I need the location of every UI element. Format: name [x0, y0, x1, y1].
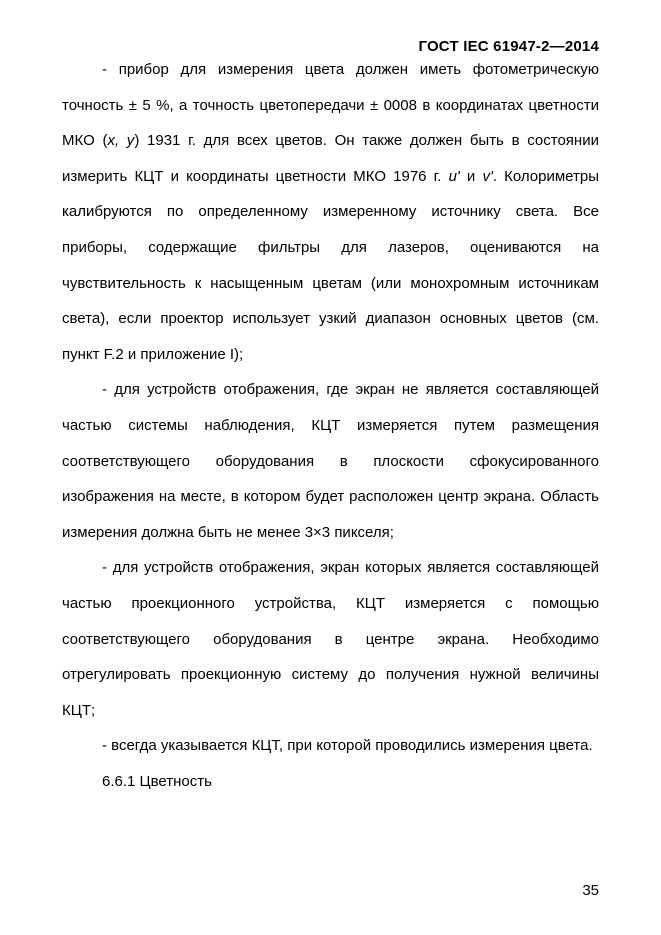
paragraph-text-part: ) 1931 г. для всех цветов. Он также должен быть в состоянии измерить КЦТ и координаты цветности МКО 1976 г.: [62, 132, 599, 185]
document-standard-header: ГОСТ IEC 61947-2—2014: [418, 38, 599, 55]
italic-coordinate-u: u': [448, 167, 460, 185]
paragraph-text-part: - прибор для измерения цвета должен иметь фотометрическую точность ± 5 %, а точность цветопередачи ± 0008 в координатах цветности МКО (: [62, 61, 599, 150]
paragraph-separate-screen: - для устройств отображения, где экран не является составляющей частью системы наблюдения, КЦТ измеряется путем размещения соответствующего оборудования в плоскости сфокусированного изображения на месте, в котором будет расположен центр экрана. Область измерения должна быть не менее 3×3 пикселя;: [62, 381, 599, 541]
paragraph-integrated-screen: - для устройств отображения, экран которых является составляющей частью проекционного устройства, КЦТ измеряется с помощью соответствующего оборудования в центре экрана. Необходимо отрегулировать проекционную систему до получения нужной величины КЦТ;: [62, 559, 599, 719]
paragraph-text-part: и: [459, 167, 483, 185]
paragraph-color-meter-requirements: [62, 52, 599, 372]
paragraph-text-part: . Колориметры калибруются по определенному измеренному источнику света. Все приборы, содержащие фильтры для лазеров, оцениваются на чувствительность к насыщенным цветам (или монохромным источникам света), если проектор использует узкий диапазон основных цветов (см. пункт F.2 и приложение I);: [62, 167, 599, 363]
page-number: 35: [582, 882, 599, 899]
section-heading: 6.6.1 Цветность: [102, 772, 212, 790]
italic-coordinates-xy: x, y: [107, 132, 135, 150]
document-body: [62, 52, 599, 799]
paragraph-cct-reporting: - всегда указывается КЦТ, при которой проводились измерения цвета.: [102, 737, 593, 755]
italic-coordinate-v: v': [482, 167, 493, 185]
